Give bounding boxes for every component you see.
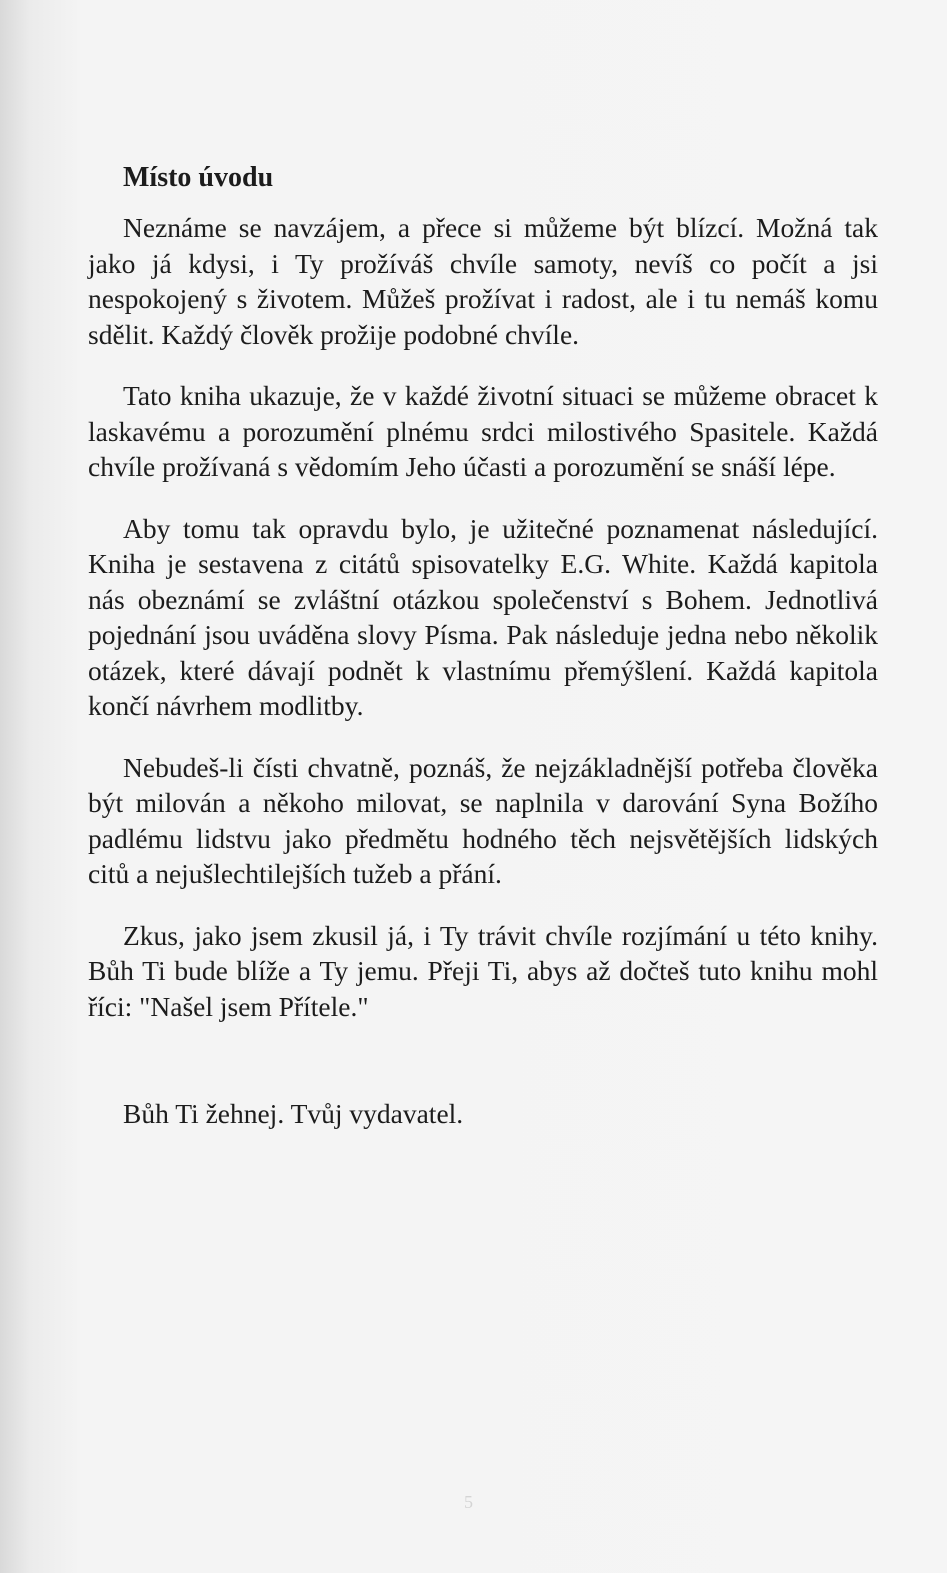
signoff: Bůh Ti žehnej. Tvůj vydavatel. bbox=[123, 1098, 464, 1129]
page-content bbox=[88, 158, 878, 1132]
paragraph: Zkus, jako jsem zkusil já, i Ty trávit chvíle rozjímání u této knihy. Bůh Ti bude blíže a Ty jemu. Přeji Ti, abys až dočteš tuto knihu mohl říci: "Našel jsem Přítele." bbox=[88, 919, 878, 1022]
paragraph: Tato kniha ukazuje, že v každé životní situaci se můžeme obracet k laskavému a porozumění plnému srdci milostivého Spasitele. Každá chvíle prožívaná s vědomím Jeho účasti a porozumění se snáší lépe. bbox=[88, 380, 878, 482]
paragraph: Neznáme se navzájem, a přece si můžeme být blízcí. Možná tak jako já kdysi, i Ty prožíváš chvíle samoty, nevíš co počít a jsi nespokojený s životem. Můžeš prožívat i radost, ale i tu nemáš komu sdělit. Každý člověk prožije podobné chvíle. bbox=[88, 212, 878, 350]
page-title: Místo úvodu bbox=[123, 162, 274, 193]
paragraph: Aby tomu tak opravdu bylo, je užitečné poznamenat následující. Kniha je sestavena z citátů spisovatelky E.G. White. Každá kapitola nás obeznámí se zvláštní otázkou společenství s Bohem. Jednotlivá pojednání jsou uváděna slovy Písma. Pak následuje jedna nebo několik otázek, které dávají podnět k vlastnímu přemýšlení. Každá kapitola končí návrhem modlitby. bbox=[88, 512, 878, 721]
paragraph: Nebudeš-li čísti chvatně, poznáš, že nejzákladnější potřeba člověka být milován a někoho milovat, se naplnila v darování Syna Božího padlému lidstvu jako předmětu hodného těch nejsvětějších lidských citů a nejušlechtilejších tužeb a přání. bbox=[88, 751, 878, 889]
page-number: 5 bbox=[464, 1492, 473, 1512]
